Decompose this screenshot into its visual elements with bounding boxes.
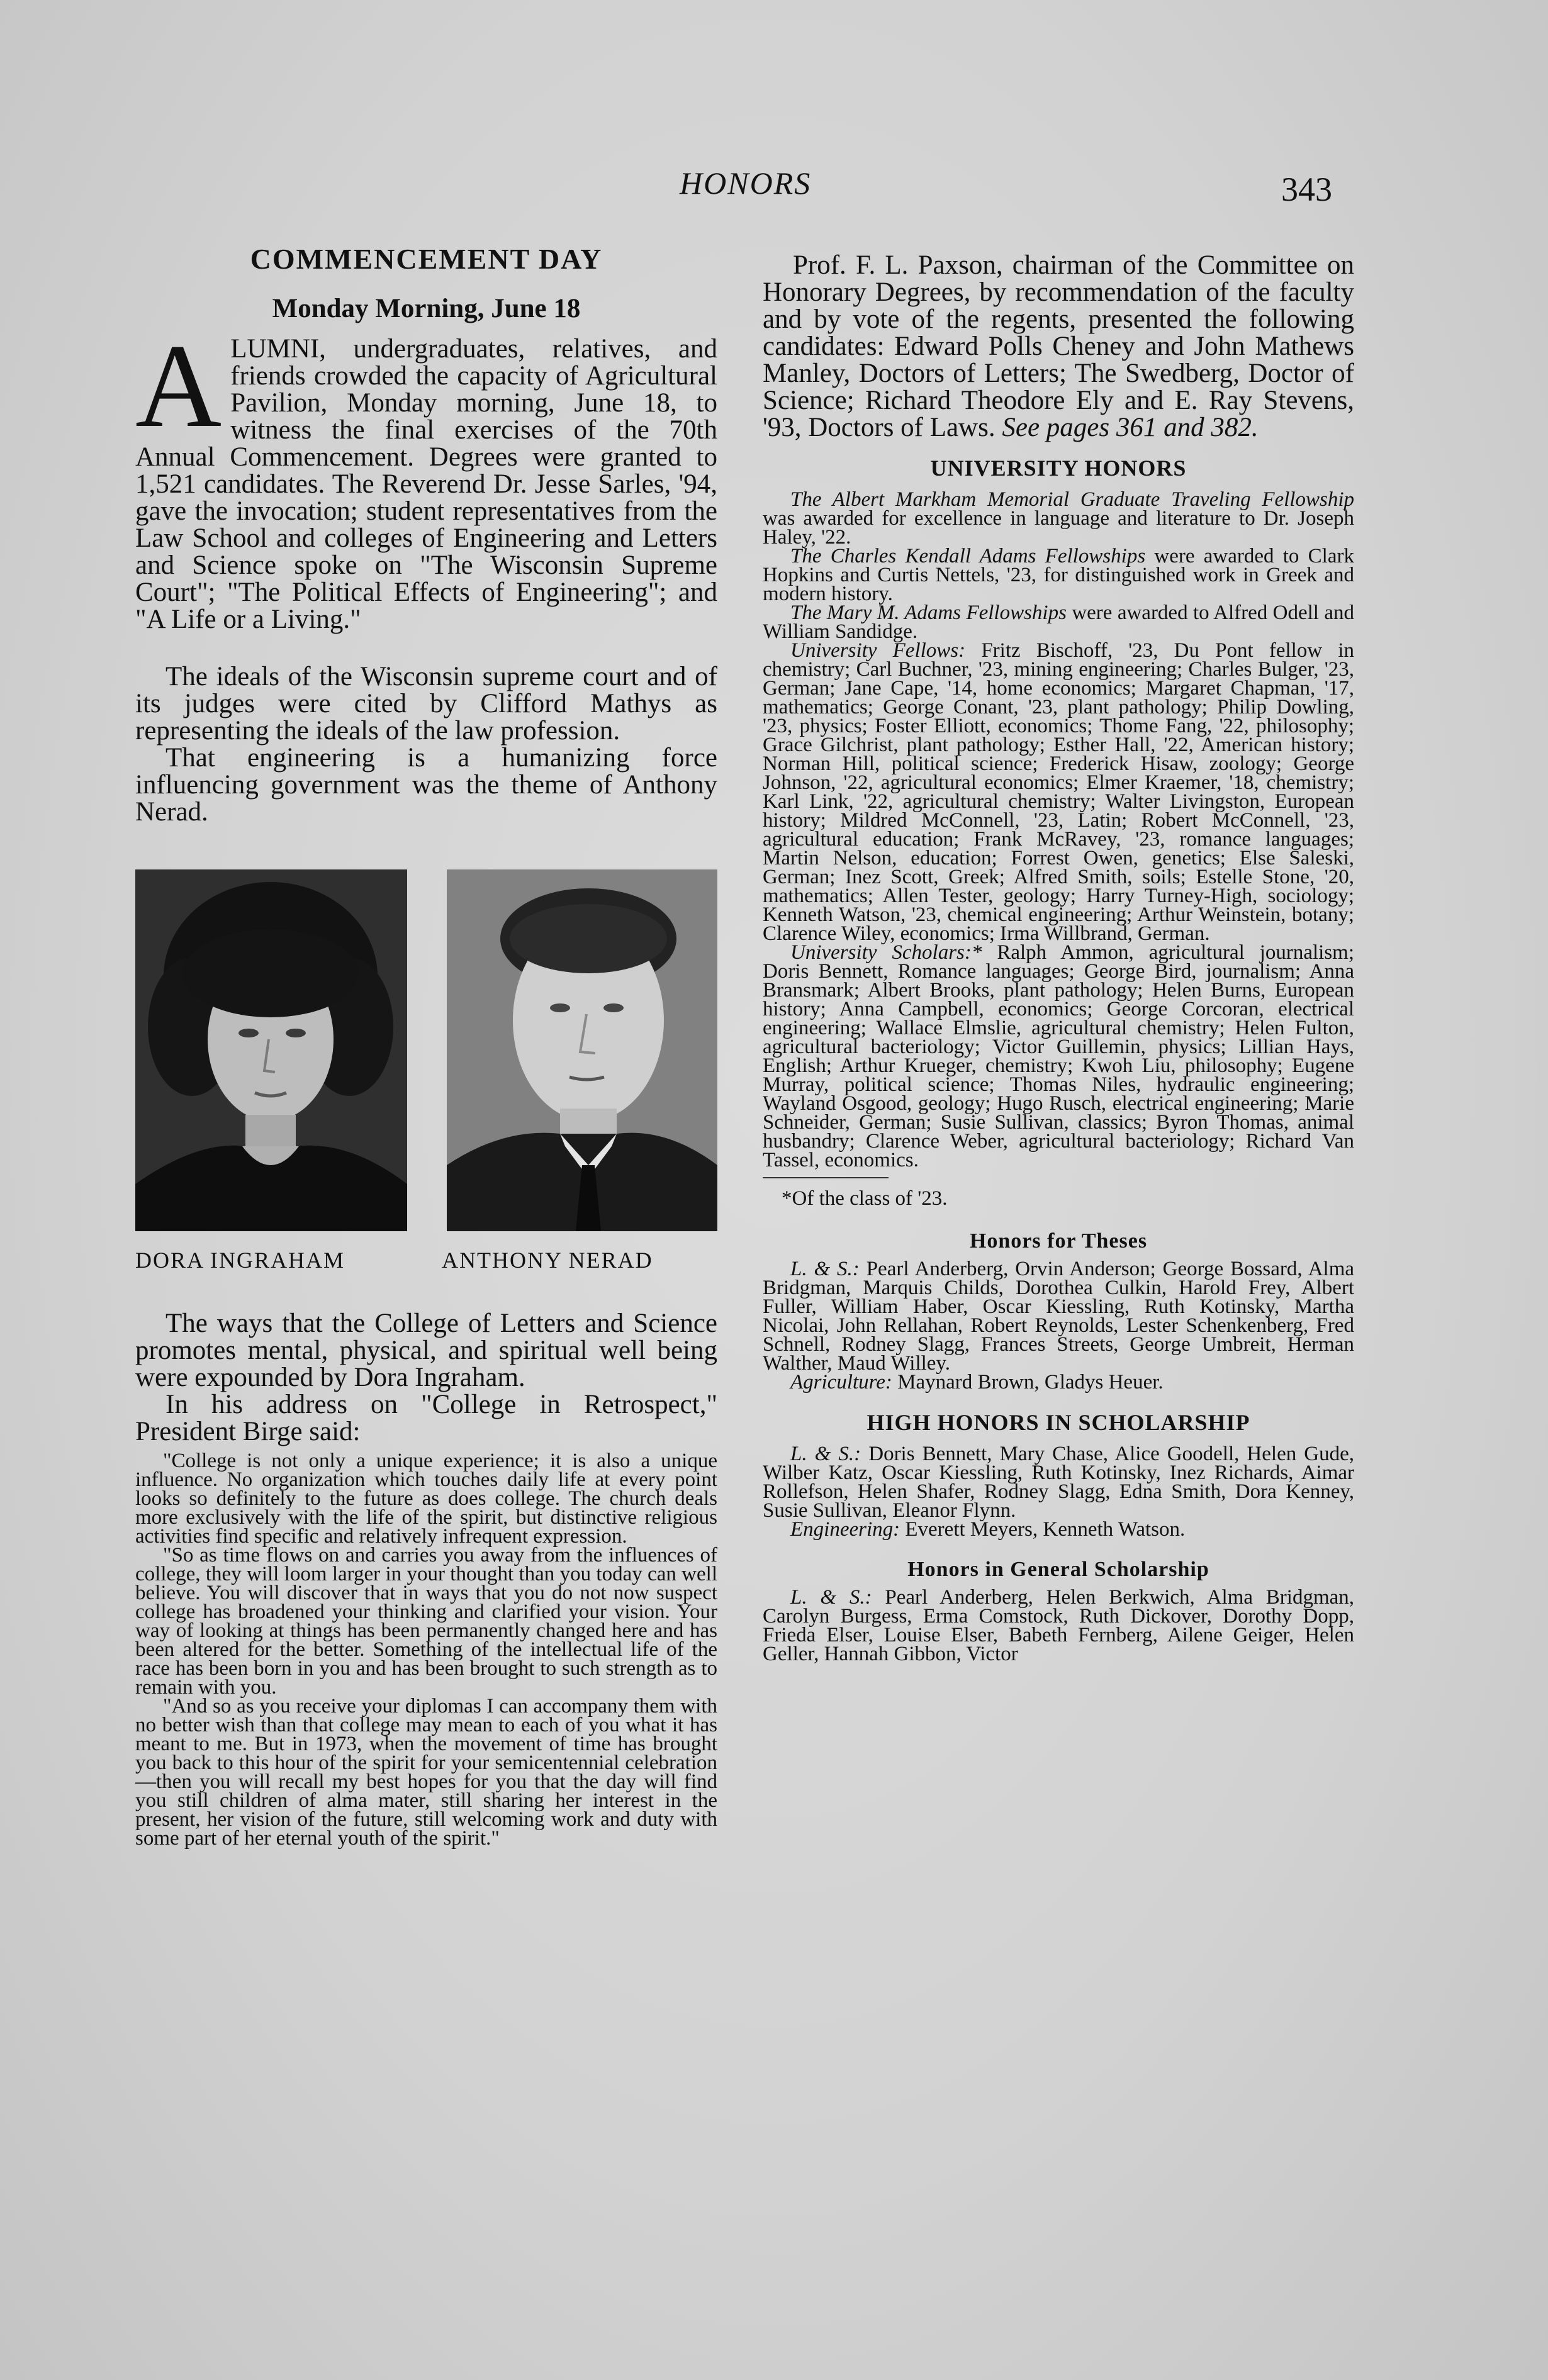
paxson-text: Prof. F. L. Paxson, chairman of the Committee on Honorary Degrees, by recommendation of the faculty and by vote of the regents, presented the following candidates: Edward Polls Cheney and John Mathews Manley, Doctors of Letters; The Swedberg, Doctor of Science; Richard Theodore Ely and E. Ray Stevens, '93, Doctors of Laws. <box>763 250 1354 442</box>
theses-agriculture <box>763 1373 1354 1392</box>
university-honors-heading: UNIVERSITY HONORS <box>930 455 1187 481</box>
paxson-page-reference: See pages 361 and 382. <box>1002 413 1259 442</box>
theses-ls <box>763 1260 1354 1373</box>
theses-ag-text: Maynard Brown, Gladys Heuer. <box>897 1371 1164 1394</box>
birge-quote-1: "College is not only a unique experience; it is also a unique influence. No organization which touches daily life at every point looks so definitely to the future as does college. The church deals more exclusively with the life of the spirit, but distinctive religious activities find specific and relatively infrequent expression. <box>135 1450 717 1548</box>
markham-label: The Albert Markham Memorial Graduate Traveling Fellowship <box>790 488 1354 511</box>
birge-intro-paragraph: In his address on "College in Retrospect," President Birge said: <box>135 1390 717 1446</box>
ingraham-paragraph: The ways that the College of Letters and Science promotes mental, physical, and spiritual well being were expounded by Dora Ingraham. <box>135 1309 717 1392</box>
commencement-heading: COMMENCEMENT DAY <box>250 243 603 275</box>
page-number: 343 <box>1281 170 1332 208</box>
dora-ingraham-photo <box>135 869 407 1231</box>
anthony-nerad-caption: ANTHONY NERAD <box>442 1248 653 1273</box>
left-column <box>135 242 717 1848</box>
footnote <box>763 1177 948 1210</box>
running-header-title: HONORS <box>680 165 812 201</box>
scholars-text: Ralph Ammon, agricultural journalism; Doris Bennett, Romance languages; George Bird, journalism; Anna Bransmark; Albert Brooks, plant pathology; Helen Burns, European history; Anna Campbell, economics; George Corcoran, electrical engineering; Wallace Elmslie, agricultural chemistry; Helen Fulton, agricultural bacteriology; Victor Guillemin, physics; Lillian Hays, English; Arthur Krueger, chemistry; Kwoh Liu, philosophy; Eugene Murray, political science; Thomas Niles, hydraulic engineering; Wayland Osgood, geology; Hugo Rusch, electrical engineering; Marie Schneider, German; Susie Sullivan, classics; Byron Thomas, animal husbandry; Clarence Weber, agricultural bacteriology; Richard Van Tassel, economics. <box>763 941 1355 1171</box>
theses-ls-label: L. & S.: <box>790 1258 860 1280</box>
markham-text: was awarded for excellence in language and literature to Dr. Joseph Haley, '22. <box>763 507 1354 549</box>
adams-text: were awarded to Clark Hopkins and Curtis Nettels, '23, for distinguished work in Greek and modern history. <box>763 545 1354 605</box>
high-honors-heading: HIGH HONORS IN SCHOLARSHIP <box>867 1410 1250 1435</box>
general-scholarship-ls <box>763 1588 1354 1663</box>
high-ls-label: L. & S.: <box>790 1443 861 1465</box>
commencement-subheading: Monday Morning, June 18 <box>272 294 581 323</box>
dora-ingraham-caption: DORA INGRAHAM <box>135 1248 345 1273</box>
university-fellows <box>763 641 1354 943</box>
high-eng-label: Engineering: <box>790 1518 900 1541</box>
general-ls-text: Pearl Anderberg, Helen Berkwich, Alma Bridgman, Carolyn Burgess, Erma Comstock, Ruth Dickover, Dorothy Dopp, Frieda Elser, Louise Elser, Babeth Fernberg, Ailene Geiger, Helen Geller, Hannah Gibbon, Victor <box>763 1586 1355 1665</box>
theses-ag-label: Agriculture: <box>790 1371 892 1394</box>
high-honors-ls <box>763 1444 1354 1520</box>
anthony-nerad-photo <box>447 869 717 1231</box>
adams-fellowships <box>763 547 1354 603</box>
high-eng-text: Everett Meyers, Kenneth Watson. <box>905 1518 1186 1541</box>
mathys-paragraph: The ideals of the Wisconsin supreme court and of its judges were cited by Clifford Mathys as representing the ideals of the law profession. <box>135 662 717 746</box>
general-ls-label: L. & S.: <box>790 1586 872 1609</box>
right-column <box>763 252 1354 1663</box>
markham-fellowship <box>763 490 1354 547</box>
university-scholars <box>763 943 1354 1170</box>
theses-ls-text: Pearl Anderberg, Orvin Anderson; George Bossard, Alma Bridgman, Marquis Childs, Dorothea Culkin, Harold Frey, Albert Fuller, William Haber, Oscar Kiessling, Ruth Kotinsky, Martha Nicolai, John Rellahan, Robert Reynolds, Lester Schenkenberg, Fred Schnell, Rodney Slagg, Frances Streets, George Umbreit, Herman Walther, Maud Willey. <box>763 1258 1355 1375</box>
high-honors-engineering <box>763 1520 1354 1539</box>
drop-cap: A <box>135 320 222 452</box>
nerad-paragraph: That engineering is a humanizing force influencing government was the theme of Anthony Nerad. <box>135 743 717 827</box>
birge-quote-3: "And so as you receive your diplomas I can accompany them with no better wish than that college may mean to each of you what it has meant to me. But in 1973, when the movement of time has brought you back to this hour of the spirit for your semicentennial celebration—then you will recall my best hopes for you that the day will find you still children of alma mater, still sharing her interest in the present, her vision of the future, still welcoming work and duty with some part of her eternal youth of the spirit." <box>135 1695 717 1850</box>
fellows-label: University Fellows: <box>790 639 966 662</box>
portrait-row <box>135 869 717 1310</box>
intro-paragraph <box>135 320 717 634</box>
woman-portrait-image <box>135 869 407 1231</box>
mary-adams-fellowships <box>763 603 1354 641</box>
fellows-text: Fritz Bischoff, '23, Du Pont fellow in chemistry; Carl Buchner, '23, mining engineering; Charles Bulger, '23, German; Jane Cape, '14, home economics; Margaret Chapman, '17, mathematics; George Conant, '23, plant pathology; Philip Dowling, '23, physics; Foster Elliott, economics; Thome Fang, '22, philosophy; Grace Gilchrist, plant pathology; Esther Hall, '22, American history; Norman Hill, political science; Frederick Hisaw, zoology; George Johnson, '22, agricultural economics; Elmer Kraemer, '18, chemistry; Karl Link, '22, agricultural chemistry; Walter Livingston, European history; Mildred McConnell, '23, Latin; Robert McConnell, '23, agricultural education; Frank McRavey, '23, romance languages; Martin Nelson, education; Forrest Owen, genetics; Else Saleski, German; Inez Scott, Greek; Alfred Smith, soils; Estelle Stone, '20, mathematics; Allen Tester, geology; Harry Turney-High, sociology; Kenneth Watson, '23, chemical engineering; Arthur Weinstein, botany; Clarence Wiley, economics; Irma Willbrand, German. <box>763 639 1355 945</box>
adams-label: The Charles Kendall Adams Fellowships <box>790 545 1146 567</box>
scholars-label: University Scholars:* <box>790 941 982 964</box>
birge-quote-2: "So as time flows on and carries you away from the influences of college, they will loom larger in your thought than you today can well believe. You will discover that in ways that you do not now suspect college has broadened your thinking and clarified your vision. Your way of looking at things has been permanently changed here and has been altered for the better. Something of the intellectual life of the race has been born in you and has been brought to such strength as to remain with you. <box>135 1544 717 1699</box>
general-scholarship-heading: Honors in General Scholarship <box>907 1558 1209 1581</box>
mary-adams-text: were awarded to Alfred Odell and William Sandidge. <box>763 601 1354 643</box>
paxson-paragraph <box>763 252 1354 441</box>
man-portrait-image <box>447 869 717 1231</box>
theses-heading: Honors for Theses <box>969 1229 1148 1253</box>
high-ls-text: Doris Bennett, Mary Chase, Alice Goodell, Helen Gude, Wilber Katz, Oscar Kiessling, Ruth Kotinsky, Inez Richards, Aimar Rollefson, Helen Shafer, Rodney Slagg, Edna Smith, Dora Kenney, Susie Sullivan, Eleanor Flynn. <box>763 1443 1355 1522</box>
footnote-text: *Of the class of '23. <box>782 1187 948 1210</box>
mary-adams-label: The Mary M. Adams Fellowships <box>790 601 1067 624</box>
intro-text: LUMNI, undergraduates, relatives, and friends crowded the capacity of Agricultural Pavilion, Monday morning, June 18, to witness the final exercises of the 70th Annual Commencement. Degrees were granted to 1,521 candidates. The Reverend Dr. Jesse Sarles, '94, gave the invocation; student representatives from the Law School and colleges of Engineering and Letters and Science spoke on "The Wisconsin Supreme Court"; "The Political Effects of Engineering"; and "A Life or a Living." <box>135 334 717 634</box>
